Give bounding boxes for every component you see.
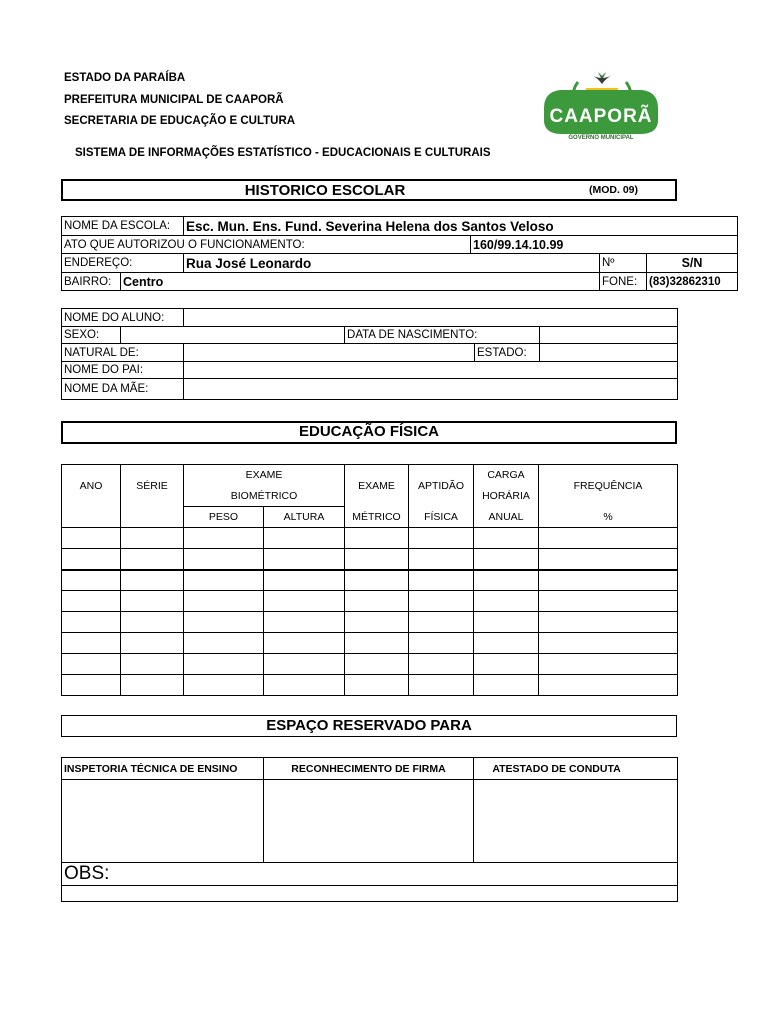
col-aptidao-header: APTIDÃO <box>409 465 474 507</box>
inspetoria-field[interactable] <box>62 780 264 863</box>
page-title: HISTORICO ESCOLAR <box>244 182 406 199</box>
act-label: ATO QUE AUTORIZOU O FUNCIONAMENTO: <box>62 236 471 254</box>
atestado-header: ATESTADO DE CONDUTA <box>474 758 678 780</box>
col-exame1-header: EXAME <box>184 465 345 486</box>
student-table <box>61 308 678 400</box>
number-value: S/N <box>647 254 738 273</box>
col-freq-header: FREQUÊNCIA <box>539 465 678 507</box>
col-exame2-header: EXAME <box>345 465 409 507</box>
col-ano-header: ANO <box>62 465 121 507</box>
table-row[interactable] <box>62 633 678 654</box>
father-field[interactable] <box>184 362 678 379</box>
col-serie-header: SÉRIE <box>121 465 184 507</box>
school-name-value: Esc. Mun. Ens. Fund. Severina Helena dos Santos Veloso <box>184 217 738 236</box>
school-name-label: NOME DA ESCOLA: <box>62 217 184 236</box>
col-carga-header: CARGA <box>474 465 539 486</box>
act-value: 160/99.14.10.99 <box>471 236 738 254</box>
table-row[interactable] <box>62 654 678 675</box>
table-row[interactable] <box>62 612 678 633</box>
col-metrico-header: MÉTRICO <box>345 507 409 528</box>
table-row[interactable] <box>62 570 678 591</box>
district-label: BAIRRO: <box>62 273 121 291</box>
sex-field[interactable] <box>121 327 345 344</box>
sex-label: SEXO: <box>62 327 121 344</box>
natural-field[interactable] <box>184 344 475 362</box>
father-label: NOME DO PAI: <box>62 362 184 379</box>
col-anual-header: ANUAL <box>474 507 539 528</box>
col-biometrico-header: BIOMÉTRICO <box>184 486 345 507</box>
col-fisica-header: FÍSICA <box>409 507 474 528</box>
birth-date-field[interactable] <box>540 327 678 344</box>
birth-date-label: DATA DE NASCIMENTO: <box>345 327 540 344</box>
table-row[interactable] <box>62 675 678 696</box>
header-state: ESTADO DA PARAÍBA <box>64 72 186 84</box>
inspetoria-header: INSPETORIA TÉCNICA DE ENSINO <box>62 758 264 780</box>
atestado-field[interactable] <box>474 780 678 863</box>
col-pct-header: % <box>539 507 678 528</box>
table-row[interactable] <box>62 591 678 612</box>
caapora-logo <box>540 68 662 146</box>
obs-label: OBS: <box>62 863 678 886</box>
address-value: Rua José Leonardo <box>184 254 600 273</box>
system-title: SISTEMA DE INFORMAÇÕES ESTATÍSTICO - EDUCACIONAIS E CULTURAIS <box>75 147 491 159</box>
student-name-field[interactable] <box>184 309 678 327</box>
district-value: Centro <box>121 273 600 291</box>
ef-table <box>61 464 678 696</box>
header-secretariat: SECRETARIA DE EDUCAÇÃO E CULTURA <box>64 115 296 127</box>
logo-text: CAAPORÃ <box>549 106 653 127</box>
phone-label: FONE: <box>600 273 647 291</box>
model-label: (MOD. 09) <box>589 184 639 196</box>
logo-subtext: GOVERNO MUNICIPAL <box>568 135 634 141</box>
ef-title: EDUCAÇÃO FÍSICA <box>61 421 677 444</box>
col-peso-header: PESO <box>184 507 264 528</box>
state-label: ESTADO: <box>475 344 540 362</box>
reconhecimento-header: RECONHECIMENTO DE FIRMA <box>264 758 474 780</box>
header-prefecture: PREFEITURA MUNICIPAL DE CAAPORÃ <box>64 94 284 106</box>
reconhecimento-field[interactable] <box>264 780 474 863</box>
state-field[interactable] <box>540 344 678 362</box>
natural-label: NATURAL DE: <box>62 344 184 362</box>
table-row[interactable] <box>62 528 678 549</box>
table-row[interactable] <box>62 549 678 570</box>
school-table <box>61 216 738 291</box>
obs-field[interactable] <box>62 886 678 902</box>
student-name-label: NOME DO ALUNO: <box>62 309 184 327</box>
ef-rows <box>62 528 678 696</box>
phone-value: (83)32862310 <box>647 273 738 291</box>
reserved-title: ESPAÇO RESERVADO PARA <box>61 715 677 737</box>
mother-field[interactable] <box>184 379 678 400</box>
reserved-table <box>61 757 678 902</box>
mother-label: NOME DA MÃE: <box>62 379 184 400</box>
col-altura-header: ALTURA <box>264 507 345 528</box>
col-horaria-header: HORÁRIA <box>474 486 539 507</box>
title-box <box>61 179 677 201</box>
address-label: ENDEREÇO: <box>62 254 184 273</box>
number-label: Nº <box>600 254 647 273</box>
